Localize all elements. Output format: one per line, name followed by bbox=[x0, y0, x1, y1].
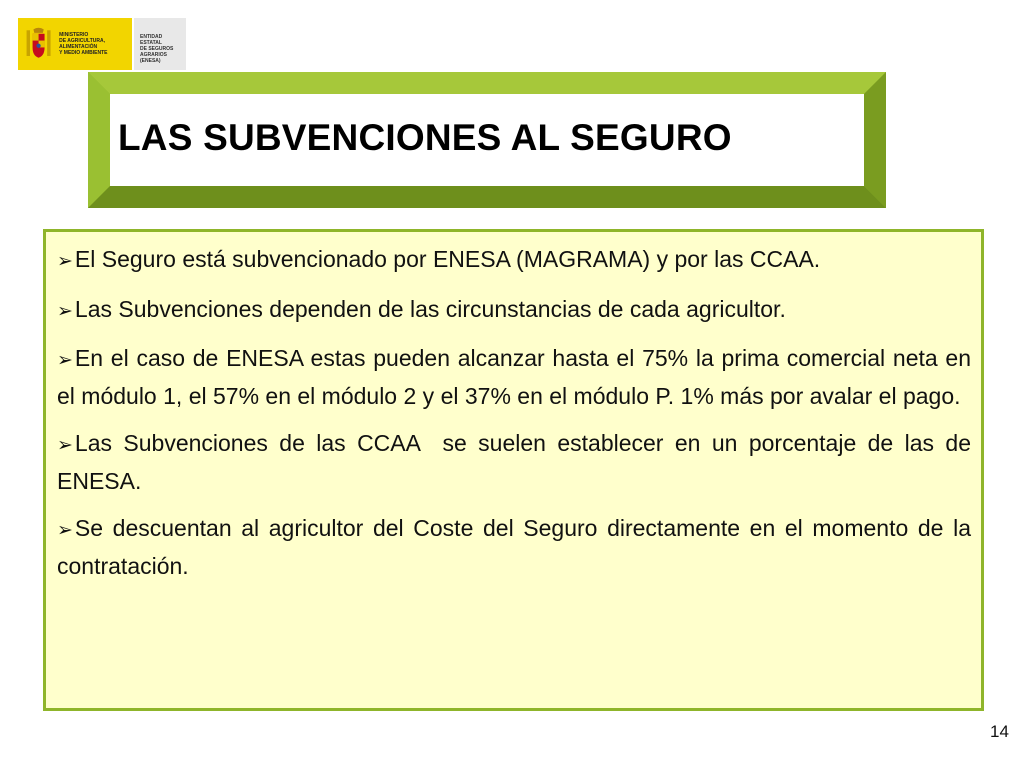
arrow-bullet-icon: ➢ bbox=[57, 251, 73, 272]
ministry-name: MINISTERIO DE AGRICULTURA, ALIMENTACIÓN Y MEDIO AMBIENTE bbox=[59, 32, 108, 56]
coat-of-arms-icon bbox=[24, 24, 53, 64]
arrow-bullet-icon: ➢ bbox=[57, 520, 73, 541]
bullet-text: En el caso de ENESA estas pueden alcanzar hasta el 75% la prima comercial neta en el módulo 1, el 57% en el módulo 2 y el 37% en el módulo P. 1% más por avalar el pago. bbox=[57, 345, 971, 409]
bullet-item bbox=[57, 341, 971, 414]
page-title: LAS SUBVENCIONES AL SEGURO bbox=[118, 117, 732, 158]
entity-name: ENTIDAD ESTATAL DE SEGUROS AGRARIOS (ENESA) bbox=[134, 18, 186, 70]
content-box bbox=[43, 229, 984, 711]
arrow-bullet-icon: ➢ bbox=[57, 435, 73, 456]
ministry-logo-panel bbox=[18, 18, 132, 70]
arrow-bullet-icon: ➢ bbox=[57, 350, 73, 371]
bullet-item bbox=[57, 292, 971, 330]
bullet-text: Las Subvenciones dependen de las circunstancias de cada agricultor. bbox=[74, 295, 786, 322]
bullet-item bbox=[57, 511, 971, 584]
bullet-item bbox=[57, 426, 978, 499]
bullet-text: Las Subvenciones de las CCAA se suelen establecer en un porcentaje de las de ENESA. bbox=[57, 430, 978, 494]
page-number: 14 bbox=[990, 722, 1009, 741]
bullet-text: Se descuentan al agricultor del Coste del Seguro directamente en el momento de la contratación. bbox=[57, 515, 971, 579]
arrow-bullet-icon: ➢ bbox=[57, 300, 73, 322]
bullet-text: El Seguro está subvencionado por ENESA (MAGRAMA) y por las CCAA. bbox=[74, 246, 821, 272]
ministry-logo bbox=[18, 18, 186, 70]
bullet-item bbox=[57, 242, 971, 280]
